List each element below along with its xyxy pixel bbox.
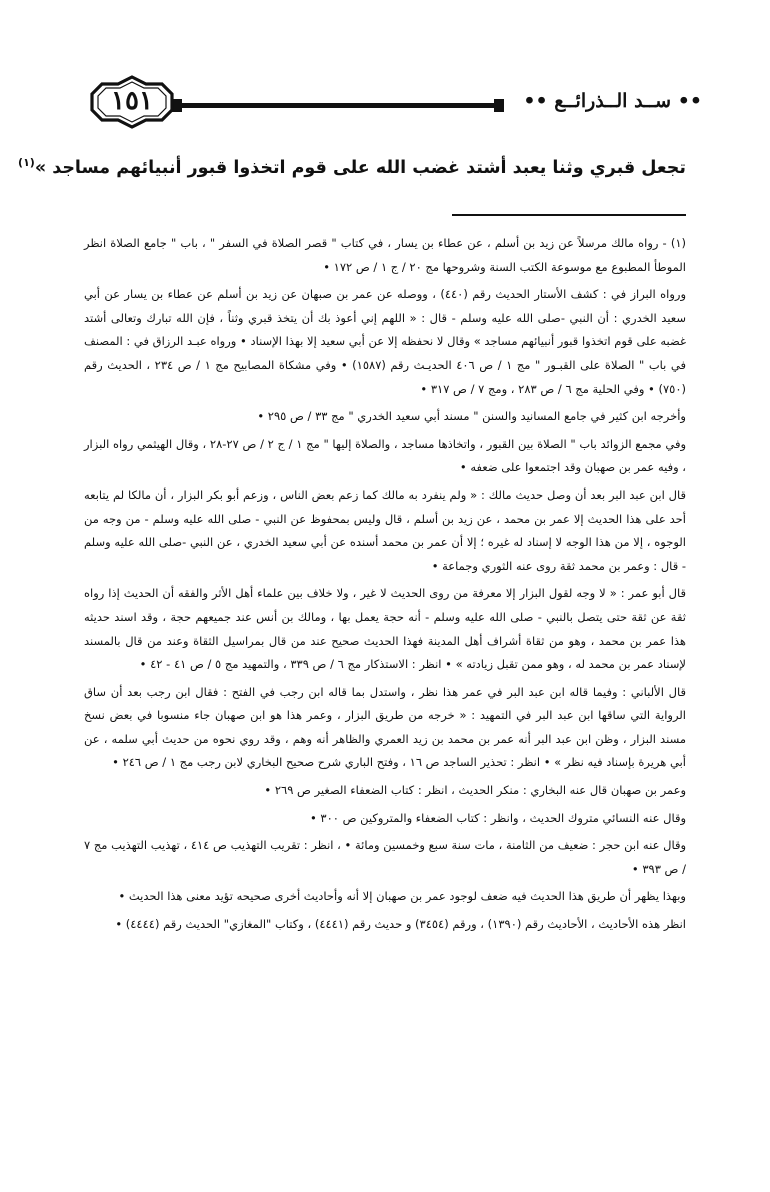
footnote-paragraph: وعمر بن صهبان قال عنه البخاري : منكر الحديث ، انظر : كتاب الضعفاء الصغير ص ٢٦٩ •	[264, 783, 686, 798]
footnote-paragraph: ورواه البراز في : كشف الأستار الحديث رقم (٤٤٠) ، ووصله عن عمر بن صبهان عن زيد بن أسلم عن عطاء بن يسار عن أبي سعيد الخدري : أن النبي -صلى الله عليه وسلم - قال : « اللهم إني أعوذ بك أن يتخذ قبري وثناً ، فإن الله تبارك وتعالى أشتد غضبه على قوم اتخذوا قبور أنبيائهم مساجد » وقال لا نحفظه إلا عن أبي سعيد إلا بهذا الإسناد • ورواه عبـد الرزاق في : المصنف في باب " الصلاة على القبـور " مج ١ / ص ٤٠٦ الحديـث رقم (١٥٨٧) • وفي مشكاة المصابيح مج ١ / ص ٢٣٤ ، الحديث رقم (٧٥٠) • وفي الحلية مج ٦ / ص ٢٨٣ ، ومج ٧ / ص ٣١٧ •	[84, 287, 686, 396]
footnote-separator	[452, 214, 686, 216]
footnote-paragraph: انظر هذه الأحاديث ، الأحاديث رقم (١٣٩٠) ، ورقم (٣٤٥٤) و حديث رقم (٤٤٤١) ، وكتاب "المغازي" الحديث رقم (٤٤٤٤) •	[115, 917, 686, 932]
footnotes	[84, 232, 686, 941]
page-number-badge	[88, 74, 176, 130]
page-number: ١٥١	[111, 86, 153, 116]
footnote-marker: (١)	[18, 156, 35, 169]
footnote-paragraph: وفي مجمع الزوائد باب " الصلاة بين القبور ، واتخاذها مساجد ، والصلاة إليها " مج ١ / ج ٢ / ص ٢٧-٢٨ ، وقال الهيثمي رواه البزار ، وفيه عمر بن صهبان وقد اجتمعوا على ضعفه •	[84, 436, 687, 475]
main-text-line	[18, 148, 686, 183]
header-rule-end-block	[494, 99, 504, 112]
footnote-paragraph: قال أبو عمر : « لا وجه لقول البزار إلا معرفة من روى الحديث لا غير ، ولا خلاف بين علماء أهل الأثر والفقه أن الحديث إذا رواه ثقة عن ثقة حتى يتصل بالنبي - صلى الله عليه وسلم - أنه حجة يعمل بها ، ومالك بن أنس عند جميعهم حجة ، وقد اسند حديثه هذا عمر بن محمد ، وهو من ثقاة أشراف أهل المدينة فهذا الحديث صحيح عند من قال بمراسيل الثقاة وعند من قال بالمسند لإسناد عمر بن محمد له ، وهو ممن تقبل زيادته » • انظر : الاستذكار مج ٦ / ص ٣٣٩ ، والتمهيد مج ٥ / ص ٤١ - ٤٢ •	[84, 586, 686, 672]
footnote-paragraph: وقال عنه ابن حجر : ضعيف من الثامنة ، مات سنة سبع وخمسين ومائة • ، انظر : تقريب التهذيب ص ٤١٤ ، تهذيب التهذيب مج ٧ / ص ٣٩٣ •	[84, 838, 686, 876]
footnote-paragraph: وقال عنه النسائي متروك الحديث ، وانظر : كتاب الضعفاء والمتروكين ص ٣٠٠ •	[309, 810, 686, 825]
running-header-title: •• ســد الــذرائــع ••	[523, 90, 702, 112]
header-rule	[180, 103, 494, 108]
footnote-paragraph: وأخرجه ابن كثير في جامع المسانيد والسنن " مسند أبي سعيد الخدري " مج ٣٣ / ص ٢٩٥ •	[257, 409, 686, 424]
footnote-paragraph: (١) - رواه مالك مرسلاً عن زيد بن أسلم ، عن عطاء بن يسار ، في كتاب " قصر الصلاة في السفر " ، باب " جامع الصلاة انظر الموطأ المطبوع مع موسوعة الكتب السنة وشروحها مج ٢٠ / ج ١ / ص ١٧٢ •	[84, 236, 686, 274]
footnote-paragraph: قال ابن عبد البر بعد أن وصل حديث مالك : « ولم ينفرد به مالك كما زعم بعض الناس ، وزعم أبو بكر البزار ، أن مالكا لم يتابعه أحد على هذا الحديث إلا عمر بن محمد ، عن زيد بن أسلم ، قال وليس بمحفوظ عن النبي - صلى الله عليه وسلم - من وجه من الوجوه ، إلا من هذا الوجه لا إسناد له غيره ؛ إلا أن عمر بن محمد أسنده عن أبي سعيد الخدري ، عن النبي -صلى الله عليه وسلم - قال : وعمر بن محمد ثقة روى عنه الثوري وجماعة •	[84, 487, 686, 573]
running-header	[88, 74, 702, 130]
footnote-paragraph: قال الألباني : وفيما قاله ابن عبد البر في عمر هذا نظر ، واستدل بما قاله ابن رجب في الفتح : فقال ابن رجب بعد أن ساق الرواية التي ساقها ابن عبد البر في التمهيد : « خرجه من طريق البزار ، وعمر هذا هو ابن صهبان جاء منسوبا في بعض نسخ مسند البزار ، وظن ابن عبد البر أنه عمر بن محمد بن زيد العمري والظاهر أنه وهم ، وقد روي نحوه من حديث أبي سلمه ، عن أبي هريرة بإسناد فيه نظر » • انظر : تحذير الساجد ص ١٦ ، وفتح الباري شرح صحيح البخاري لابن رجب مج ١ / ص ٢٤٦ •	[84, 684, 686, 770]
footnote-paragraph: وبهذا يظهر أن طريق هذا الحديث فيه ضعف لوجود عمر بن صهبان إلا أنه وأحاديث أخرى صحيحه تؤيد معنى هذا الحديث •	[118, 889, 686, 904]
main-text: تجعل قبري وثنا يعبد أشتد غضب الله على قوم اتخذوا قبور أنبيائهم مساجد »	[34, 157, 686, 178]
